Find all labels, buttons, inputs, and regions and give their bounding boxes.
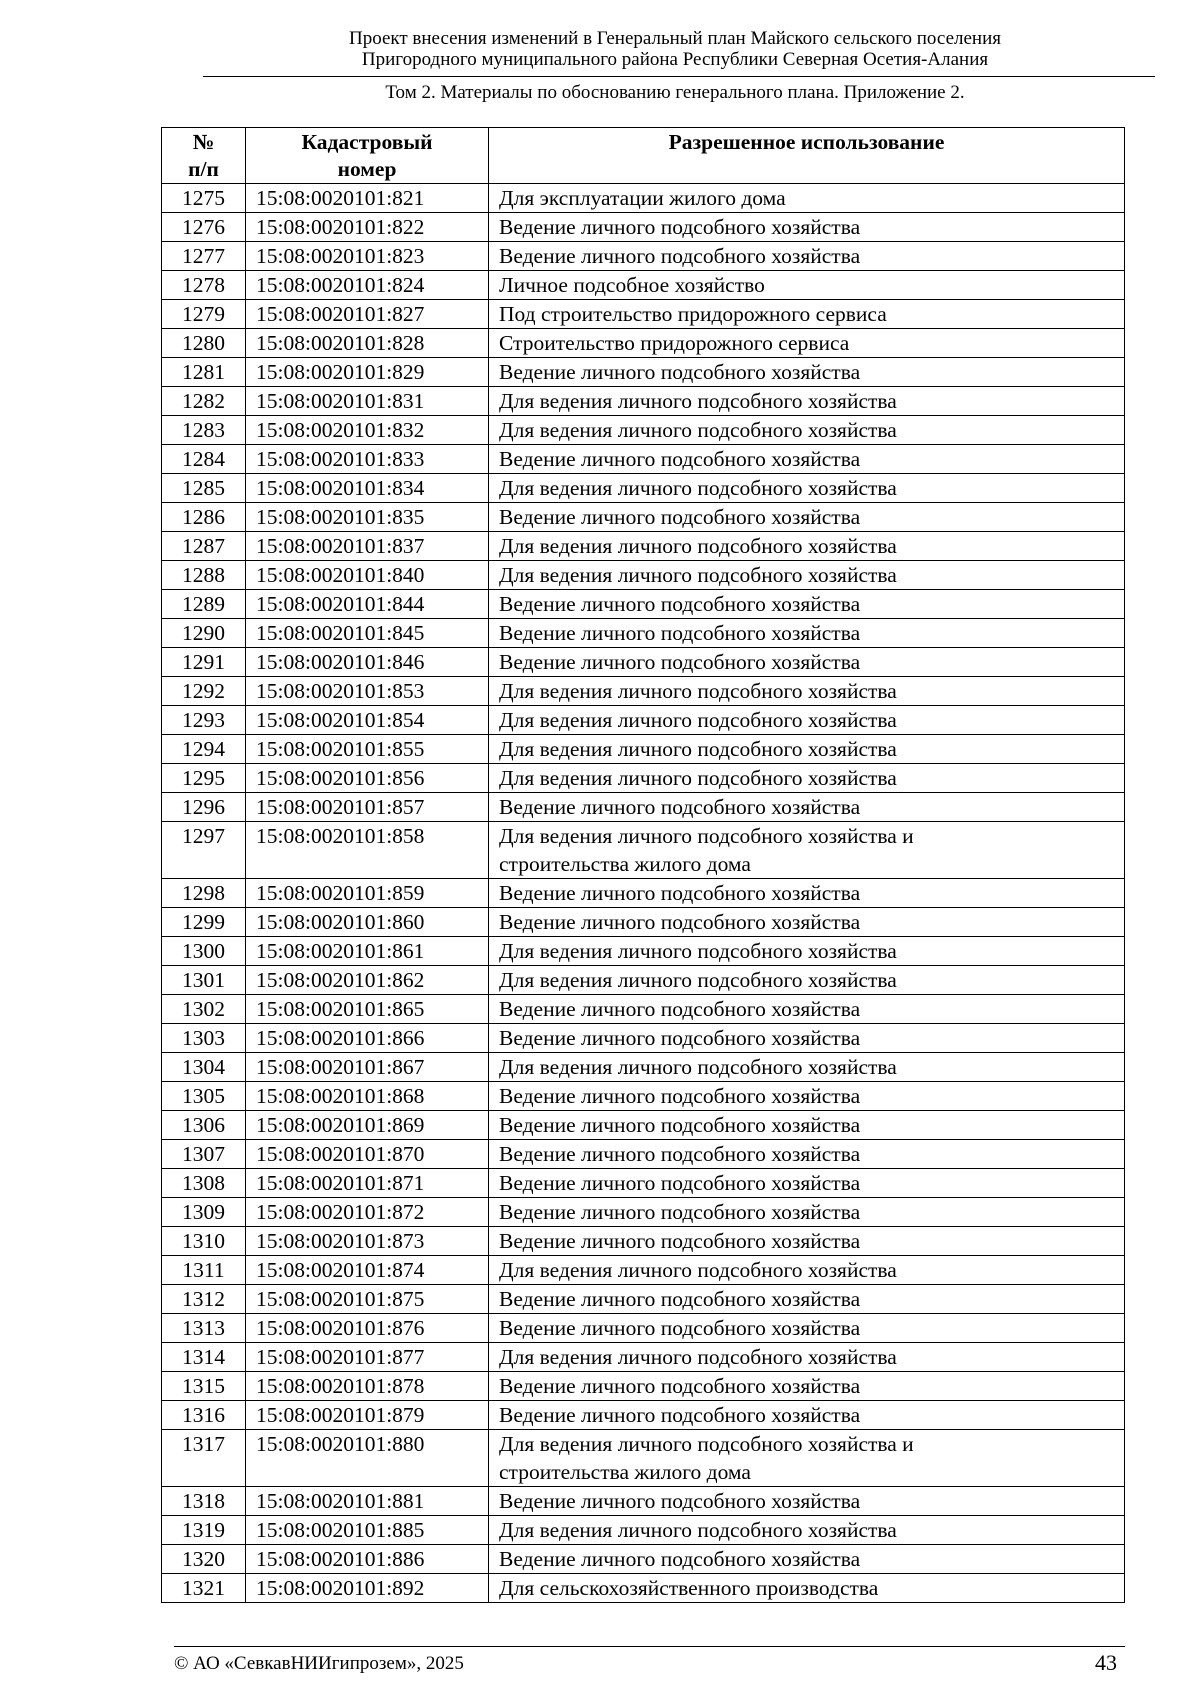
permitted-use-cell: Ведение личного подсобного хозяйства: [489, 1169, 1125, 1198]
table-row: [162, 1256, 1125, 1285]
cadastral-number-cell: 15:08:0020101:886: [246, 1545, 489, 1574]
table-row: [162, 1285, 1125, 1314]
permitted-use-cell: Личное подсобное хозяйство: [489, 271, 1125, 300]
permitted-use-cell: Ведение личного подсобного хозяйства: [489, 648, 1125, 677]
row-number-cell: 1311: [162, 1256, 246, 1285]
permitted-use-cell: Ведение личного подсобного хозяйства: [489, 908, 1125, 937]
permitted-use-cell: Ведение личного подсобного хозяйства: [489, 358, 1125, 387]
row-number-cell: 1306: [162, 1111, 246, 1140]
cadastral-number-cell: 15:08:0020101:871: [246, 1169, 489, 1198]
table-row: [162, 1372, 1125, 1401]
table-row: [162, 908, 1125, 937]
row-number-cell: 1299: [162, 908, 246, 937]
row-number-cell: 1297: [162, 822, 246, 879]
footer-divider: [174, 1646, 1125, 1647]
permitted-use-cell: Для ведения личного подсобного хозяйства: [489, 1516, 1125, 1545]
cadastral-number-cell: 15:08:0020101:846: [246, 648, 489, 677]
table-row: [162, 1487, 1125, 1516]
cadastral-number-cell: 15:08:0020101:823: [246, 242, 489, 271]
permitted-use-cell: Ведение личного подсобного хозяйства: [489, 1198, 1125, 1227]
row-number-cell: 1281: [162, 358, 246, 387]
permitted-use-line1: Для ведения личного подсобного хозяйства и: [499, 824, 914, 848]
permitted-use-cell: Для ведения личного подсобного хозяйства: [489, 677, 1125, 706]
row-number-cell: 1304: [162, 1053, 246, 1082]
permitted-use-cell: [489, 1430, 1125, 1487]
permitted-use-cell: Ведение личного подсобного хозяйства: [489, 995, 1125, 1024]
table-row: [162, 1314, 1125, 1343]
permitted-use-cell: Для ведения личного подсобного хозяйства: [489, 937, 1125, 966]
cadastral-number-cell: 15:08:0020101:831: [246, 387, 489, 416]
table-row: [162, 648, 1125, 677]
permitted-use-cell: Ведение личного подсобного хозяйства: [489, 1140, 1125, 1169]
permitted-use-cell: Ведение личного подсобного хозяйства: [489, 793, 1125, 822]
cadastral-number-cell: 15:08:0020101:861: [246, 937, 489, 966]
table-row: [162, 590, 1125, 619]
permitted-use-line2: строительства жилого дома: [499, 1460, 751, 1484]
row-number-cell: 1276: [162, 213, 246, 242]
row-number-cell: 1301: [162, 966, 246, 995]
column-header-number: [162, 128, 246, 184]
row-number-cell: 1307: [162, 1140, 246, 1169]
cadastral-number-cell: 15:08:0020101:844: [246, 590, 489, 619]
cadastral-number-cell: 15:08:0020101:868: [246, 1082, 489, 1111]
cadastral-number-cell: 15:08:0020101:892: [246, 1574, 489, 1603]
cadastral-number-cell: 15:08:0020101:833: [246, 445, 489, 474]
permitted-use-cell: Ведение личного подсобного хозяйства: [489, 1487, 1125, 1516]
cadastral-number-cell: 15:08:0020101:880: [246, 1430, 489, 1487]
permitted-use-cell: Ведение личного подсобного хозяйства: [489, 1314, 1125, 1343]
table-row: [162, 387, 1125, 416]
cadastral-number-cell: 15:08:0020101:840: [246, 561, 489, 590]
header-divider: [203, 76, 1155, 77]
row-number-cell: 1288: [162, 561, 246, 590]
row-number-cell: 1277: [162, 242, 246, 271]
cadastral-number-cell: 15:08:0020101:866: [246, 1024, 489, 1053]
permitted-use-cell: Для ведения личного подсобного хозяйства: [489, 1256, 1125, 1285]
cadastral-number-cell: 15:08:0020101:862: [246, 966, 489, 995]
column-header-permitted-use: Разрешенное использование: [489, 128, 1125, 184]
cadastral-number-cell: 15:08:0020101:879: [246, 1401, 489, 1430]
cadastral-number-cell: 15:08:0020101:869: [246, 1111, 489, 1140]
table-row: [162, 242, 1125, 271]
table-row: [162, 793, 1125, 822]
table-row: [162, 445, 1125, 474]
table-row: [162, 1169, 1125, 1198]
row-number-cell: 1319: [162, 1516, 246, 1545]
permitted-use-cell: Для ведения личного подсобного хозяйства: [489, 706, 1125, 735]
row-number-cell: 1280: [162, 329, 246, 358]
row-number-cell: 1314: [162, 1343, 246, 1372]
row-number-cell: 1300: [162, 937, 246, 966]
permitted-use-cell: Для ведения личного подсобного хозяйства: [489, 532, 1125, 561]
row-number-cell: 1275: [162, 184, 246, 213]
permitted-use-cell: Для ведения личного подсобного хозяйства: [489, 387, 1125, 416]
table-row: [162, 1545, 1125, 1574]
permitted-use-cell: Ведение личного подсобного хозяйства: [489, 1401, 1125, 1430]
permitted-use-cell: Ведение личного подсобного хозяйства: [489, 1082, 1125, 1111]
row-number-cell: 1287: [162, 532, 246, 561]
row-number-cell: 1303: [162, 1024, 246, 1053]
table-row: [162, 416, 1125, 445]
row-number-cell: 1293: [162, 706, 246, 735]
permitted-use-cell: Ведение личного подсобного хозяйства: [489, 242, 1125, 271]
cadastral-number-cell: 15:08:0020101:829: [246, 358, 489, 387]
cadastral-number-cell: 15:08:0020101:885: [246, 1516, 489, 1545]
row-number-cell: 1295: [162, 764, 246, 793]
row-number-cell: 1296: [162, 793, 246, 822]
permitted-use-cell: Ведение личного подсобного хозяйства: [489, 879, 1125, 908]
permitted-use-cell: Для сельскохозяйственного производства: [489, 1574, 1125, 1603]
table-row: [162, 1227, 1125, 1256]
table-row: [162, 1401, 1125, 1430]
cadastral-number-cell: 15:08:0020101:877: [246, 1343, 489, 1372]
cadastral-number-cell: 15:08:0020101:828: [246, 329, 489, 358]
cadastral-number-cell: 15:08:0020101:860: [246, 908, 489, 937]
row-number-cell: 1278: [162, 271, 246, 300]
cadastral-table: [161, 127, 1125, 1603]
row-number-cell: 1289: [162, 590, 246, 619]
permitted-use-cell: Ведение личного подсобного хозяйства: [489, 1372, 1125, 1401]
table-row: [162, 271, 1125, 300]
row-number-cell: 1318: [162, 1487, 246, 1516]
table-row: [162, 735, 1125, 764]
row-number-cell: 1292: [162, 677, 246, 706]
table-row: [162, 706, 1125, 735]
permitted-use-cell: Для ведения личного подсобного хозяйства: [489, 416, 1125, 445]
table-row: [162, 213, 1125, 242]
row-number-cell: 1302: [162, 995, 246, 1024]
cadastral-number-cell: 15:08:0020101:858: [246, 822, 489, 879]
table-row: [162, 677, 1125, 706]
table-row: [162, 1053, 1125, 1082]
cadastral-number-cell: 15:08:0020101:837: [246, 532, 489, 561]
cadastral-number-cell: 15:08:0020101:821: [246, 184, 489, 213]
cadastral-number-cell: 15:08:0020101:853: [246, 677, 489, 706]
cadastral-number-cell: 15:08:0020101:857: [246, 793, 489, 822]
table-row: [162, 1082, 1125, 1111]
row-number-cell: 1279: [162, 300, 246, 329]
cadastral-number-cell: 15:08:0020101:875: [246, 1285, 489, 1314]
cadastral-number-cell: 15:08:0020101:834: [246, 474, 489, 503]
permitted-use-cell: Ведение личного подсобного хозяйства: [489, 503, 1125, 532]
permitted-use-cell: Ведение личного подсобного хозяйства: [489, 1227, 1125, 1256]
table-row: [162, 1140, 1125, 1169]
table-row: [162, 995, 1125, 1024]
cadastral-number-cell: 15:08:0020101:854: [246, 706, 489, 735]
column-header-cadastral: [246, 128, 489, 184]
permitted-use-line1: Для ведения личного подсобного хозяйства и: [499, 1432, 914, 1456]
permitted-use-cell: Для эксплуатации жилого дома: [489, 184, 1125, 213]
permitted-use-cell: Для ведения личного подсобного хозяйства: [489, 1343, 1125, 1372]
permitted-use-cell: Для ведения личного подсобного хозяйства: [489, 474, 1125, 503]
table-row: [162, 1430, 1125, 1487]
permitted-use-cell: Ведение личного подсобного хозяйства: [489, 619, 1125, 648]
cadastral-number-cell: 15:08:0020101:856: [246, 764, 489, 793]
table-row: [162, 937, 1125, 966]
cadastral-number-cell: 15:08:0020101:824: [246, 271, 489, 300]
column-header-cadastral-line2: номер: [337, 157, 397, 181]
document-header: [200, 28, 1150, 70]
permitted-use-cell: Ведение личного подсобного хозяйства: [489, 1285, 1125, 1314]
column-header-number-line1: №: [192, 130, 215, 154]
cadastral-number-cell: 15:08:0020101:870: [246, 1140, 489, 1169]
table-row: [162, 300, 1125, 329]
header-volume-line: Том 2. Материалы по обоснованию генерального плана. Приложение 2.: [385, 82, 965, 103]
cadastral-number-cell: 15:08:0020101:827: [246, 300, 489, 329]
row-number-cell: 1298: [162, 879, 246, 908]
cadastral-number-cell: 15:08:0020101:865: [246, 995, 489, 1024]
row-number-cell: 1285: [162, 474, 246, 503]
row-number-cell: 1317: [162, 1430, 246, 1487]
permitted-use-cell: Ведение личного подсобного хозяйства: [489, 1111, 1125, 1140]
cadastral-number-cell: 15:08:0020101:878: [246, 1372, 489, 1401]
permitted-use-cell: Под строительство придорожного сервиса: [489, 300, 1125, 329]
cadastral-number-cell: 15:08:0020101:835: [246, 503, 489, 532]
permitted-use-cell: Ведение личного подсобного хозяйства: [489, 445, 1125, 474]
table-row: [162, 1198, 1125, 1227]
table-row: [162, 1024, 1125, 1053]
table-row: [162, 966, 1125, 995]
permitted-use-cell: Строительство придорожного сервиса: [489, 329, 1125, 358]
table-row: [162, 764, 1125, 793]
table-row: [162, 822, 1125, 879]
permitted-use-cell: Для ведения личного подсобного хозяйства: [489, 735, 1125, 764]
permitted-use-cell: Ведение личного подсобного хозяйства: [489, 213, 1125, 242]
cadastral-number-cell: 15:08:0020101:822: [246, 213, 489, 242]
permitted-use-cell: Ведение личного подсобного хозяйства: [489, 1545, 1125, 1574]
table-row: [162, 503, 1125, 532]
row-number-cell: 1294: [162, 735, 246, 764]
permitted-use-cell: [489, 822, 1125, 879]
permitted-use-cell: Для ведения личного подсобного хозяйства: [489, 764, 1125, 793]
table-header-row: [162, 128, 1125, 184]
table-row: [162, 1111, 1125, 1140]
row-number-cell: 1284: [162, 445, 246, 474]
row-number-cell: 1313: [162, 1314, 246, 1343]
page-number: 43: [1095, 1650, 1117, 1675]
cadastral-number-cell: 15:08:0020101:876: [246, 1314, 489, 1343]
cadastral-number-cell: 15:08:0020101:855: [246, 735, 489, 764]
table-row: [162, 358, 1125, 387]
row-number-cell: 1315: [162, 1372, 246, 1401]
table-row: [162, 329, 1125, 358]
permitted-use-cell: Ведение личного подсобного хозяйства: [489, 590, 1125, 619]
column-header-number-line2: п/п: [188, 157, 219, 181]
row-number-cell: 1321: [162, 1574, 246, 1603]
row-number-cell: 1320: [162, 1545, 246, 1574]
row-number-cell: 1282: [162, 387, 246, 416]
row-number-cell: 1316: [162, 1401, 246, 1430]
table-row: [162, 474, 1125, 503]
permitted-use-cell: Ведение личного подсобного хозяйства: [489, 1024, 1125, 1053]
permitted-use-cell: Для ведения личного подсобного хозяйства: [489, 561, 1125, 590]
row-number-cell: 1291: [162, 648, 246, 677]
row-number-cell: 1309: [162, 1198, 246, 1227]
cadastral-number-cell: 15:08:0020101:867: [246, 1053, 489, 1082]
table-row: [162, 619, 1125, 648]
permitted-use-line2: строительства жилого дома: [499, 852, 751, 876]
cadastral-number-cell: 15:08:0020101:859: [246, 879, 489, 908]
row-number-cell: 1308: [162, 1169, 246, 1198]
table-row: [162, 1516, 1125, 1545]
row-number-cell: 1290: [162, 619, 246, 648]
table-row: [162, 532, 1125, 561]
row-number-cell: 1310: [162, 1227, 246, 1256]
column-header-cadastral-line1: Кадастровый: [301, 130, 433, 154]
table-body: [162, 184, 1125, 1603]
table-row: [162, 1343, 1125, 1372]
cadastral-number-cell: 15:08:0020101:832: [246, 416, 489, 445]
cadastral-number-cell: 15:08:0020101:873: [246, 1227, 489, 1256]
permitted-use-cell: Для ведения личного подсобного хозяйства: [489, 1053, 1125, 1082]
permitted-use-cell: Для ведения личного подсобного хозяйства: [489, 966, 1125, 995]
row-number-cell: 1305: [162, 1082, 246, 1111]
table-row: [162, 561, 1125, 590]
row-number-cell: 1312: [162, 1285, 246, 1314]
table-row: [162, 1574, 1125, 1603]
footer-copyright: © АО «СевкавНИИгипрозем», 2025: [174, 1653, 464, 1674]
header-title-line2: Пригородного муниципального района Республики Северная Осетия-Алания: [361, 49, 989, 70]
table-row: [162, 879, 1125, 908]
table-row: [162, 184, 1125, 213]
cadastral-number-cell: 15:08:0020101:872: [246, 1198, 489, 1227]
cadastral-number-cell: 15:08:0020101:845: [246, 619, 489, 648]
row-number-cell: 1286: [162, 503, 246, 532]
cadastral-number-cell: 15:08:0020101:874: [246, 1256, 489, 1285]
row-number-cell: 1283: [162, 416, 246, 445]
cadastral-number-cell: 15:08:0020101:881: [246, 1487, 489, 1516]
header-title-line1: Проект внесения изменений в Генеральный план Майского сельского поселения: [348, 28, 1001, 49]
